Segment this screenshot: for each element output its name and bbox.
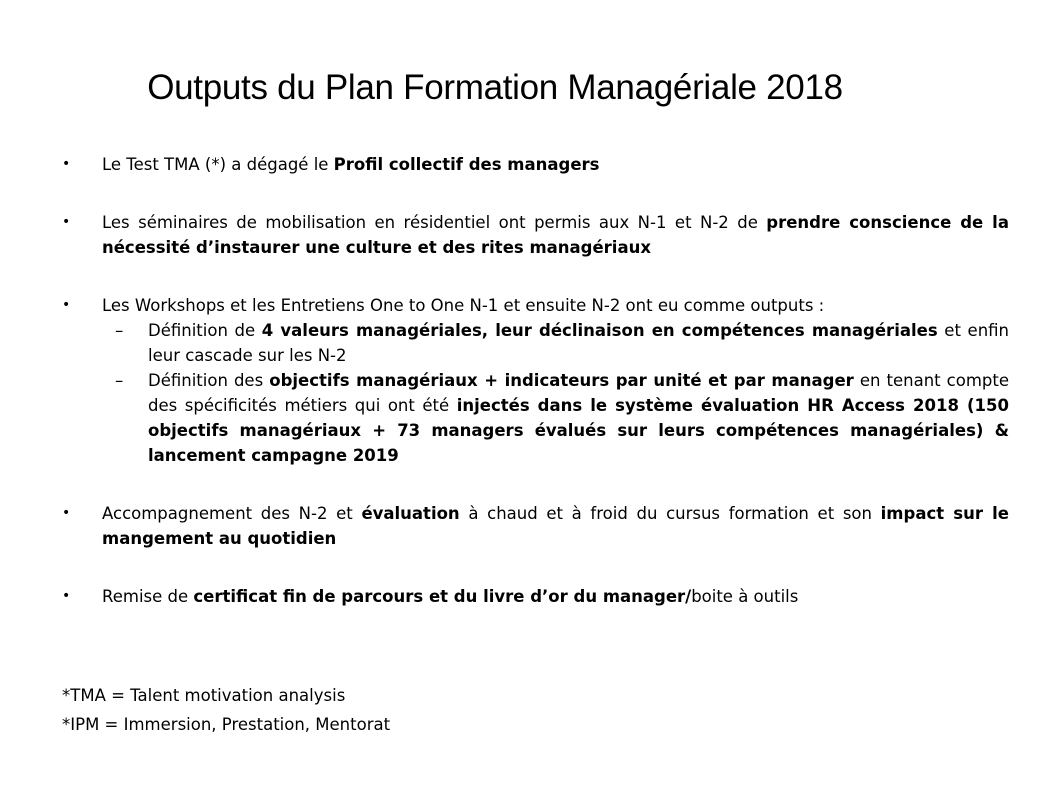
slide-content — [62, 152, 1009, 609]
bullet-marker: • — [62, 588, 71, 604]
bullet-marker: • — [62, 156, 71, 172]
bullet-item: • Les séminaires de mobilisation en résidentiel ont permis aux N-1 et N-2 de prendre conscience de la nécessité d’instaurer une culture et des rites managériaux — [62, 210, 1009, 260]
sub-bullet-item: – Définition des objectifs managériaux + indicateurs par unité et par manager en tenant compte des spécificités métiers qui ont été injectés dans le système évaluation HR Access 2018 (150 objectifs managériaux + 73 managers évalués sur leurs compétences managériales) & lancement campagne 2019 — [62, 368, 1009, 468]
bullet-item: • Les Workshops et les Entretiens One to One N-1 et ensuite N-2 ont eu comme outputs : — [62, 293, 1009, 318]
bullet-item: • Le Test TMA (*) a dégagé le Profil collectif des managers — [62, 152, 1009, 177]
slide-title: Outputs du Plan Formation Managériale 2018 — [147, 68, 843, 107]
footnotes — [62, 681, 390, 739]
sub-bullet-marker: – — [115, 321, 124, 340]
bullet-item: • Remise de certificat fin de parcours et du livre d’or du manager/boite à outils — [62, 584, 1009, 609]
sub-bullet-item: – Définition de 4 valeurs managériales, leur déclinaison en compétences managériales et enfin leur cascade sur les N-2 — [62, 318, 1009, 368]
bullet-marker: • — [62, 297, 71, 313]
sub-bullet-marker: – — [115, 371, 124, 390]
bullet-item: • Accompagnement des N-2 et évaluation à chaud et à froid du cursus formation et son impact sur le mangement au quotidien — [62, 501, 1009, 551]
bullet-marker: • — [62, 214, 71, 230]
footnote-tma: *TMA = Talent motivation analysis — [62, 686, 346, 705]
footnote-ipm: *IPM = Immersion, Prestation, Mentorat — [62, 715, 391, 734]
bullet-marker: • — [62, 505, 71, 521]
